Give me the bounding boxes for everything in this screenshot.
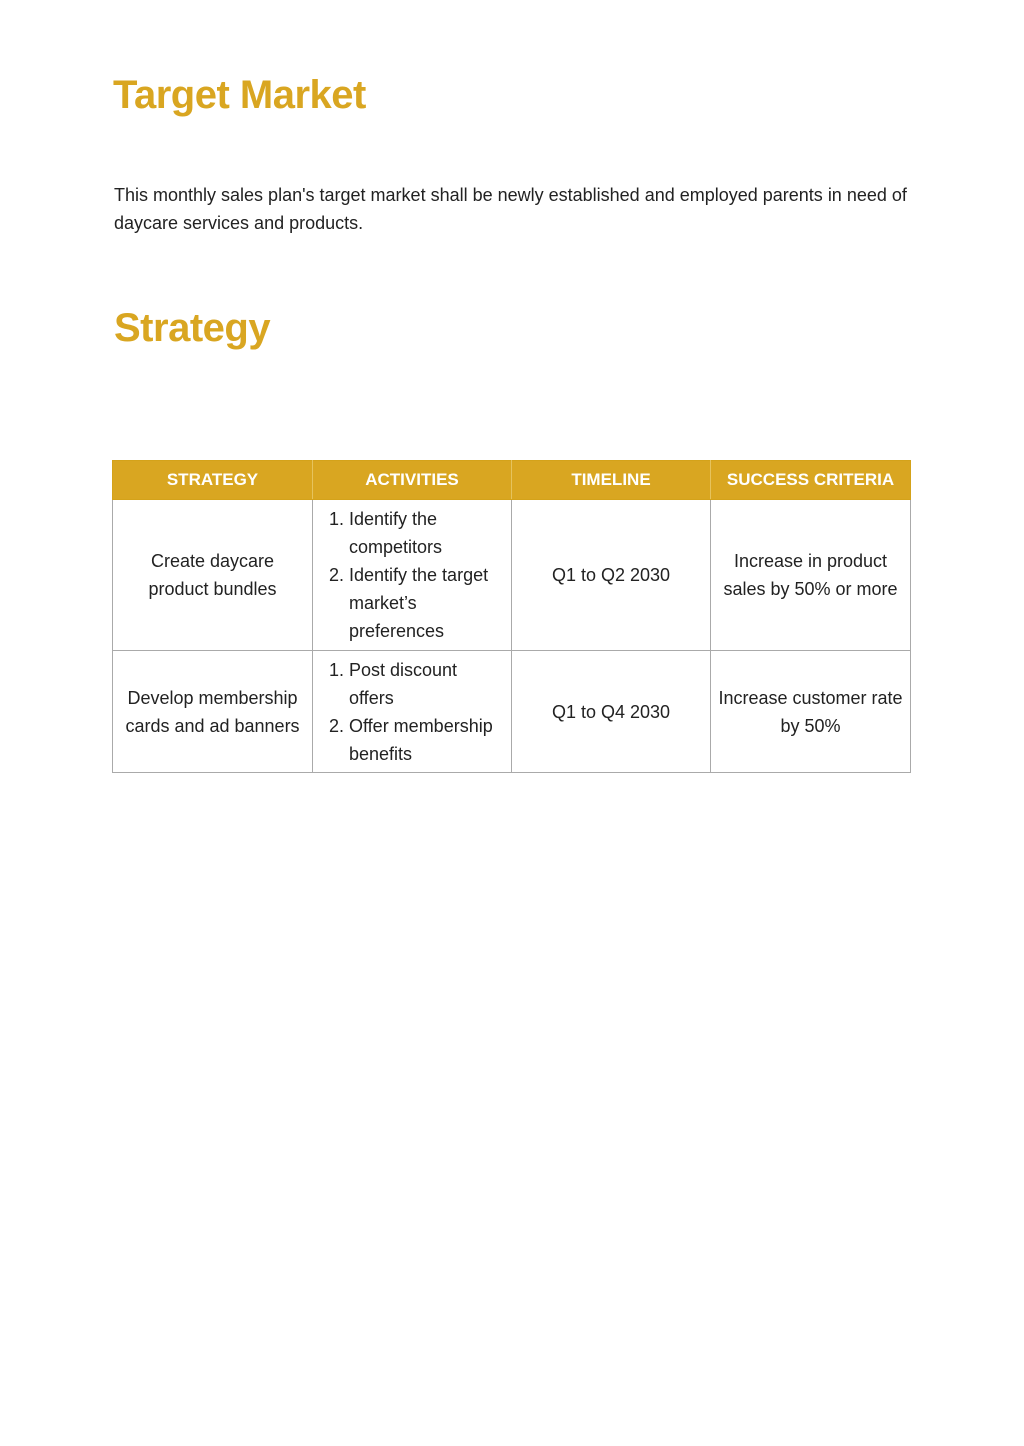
table-row: [113, 651, 911, 773]
timeline-cell: Q1 to Q2 2030: [512, 500, 711, 651]
activities-cell: [313, 651, 512, 773]
target-market-paragraph: This monthly sales plan's target market shall be newly established and employed parents in need of daycare services and products.: [114, 185, 907, 233]
target-market-heading: Target Market: [113, 73, 366, 117]
activity-item: 1. Identify the competitors: [349, 505, 503, 561]
activities-list: [319, 656, 503, 768]
strategy-cell: Develop membership cards and ad banners: [113, 651, 313, 773]
header-activities: ACTIVITIES: [313, 461, 512, 500]
header-success-criteria: SUCCESS CRITERIA: [711, 461, 911, 500]
activity-item: 2. Offer membership benefits: [349, 712, 503, 768]
strategy-cell: Create daycare product bundles: [113, 500, 313, 651]
strategy-heading: Strategy: [114, 306, 271, 350]
activity-item: 1. Post discount offers: [349, 656, 503, 712]
activity-item: 2. Identify the target market’s preferences: [349, 561, 503, 645]
activities-cell: [313, 500, 512, 651]
activities-list: [319, 505, 503, 645]
table-row: [113, 500, 911, 651]
strategy-table: [112, 460, 911, 773]
header-timeline: TIMELINE: [512, 461, 711, 500]
timeline-cell: Q1 to Q4 2030: [512, 651, 711, 773]
success-criteria-cell: Increase customer rate by 50%: [711, 651, 911, 773]
header-strategy: STRATEGY: [113, 461, 313, 500]
table-header-row: [113, 461, 911, 500]
success-criteria-cell: Increase in product sales by 50% or more: [711, 500, 911, 651]
